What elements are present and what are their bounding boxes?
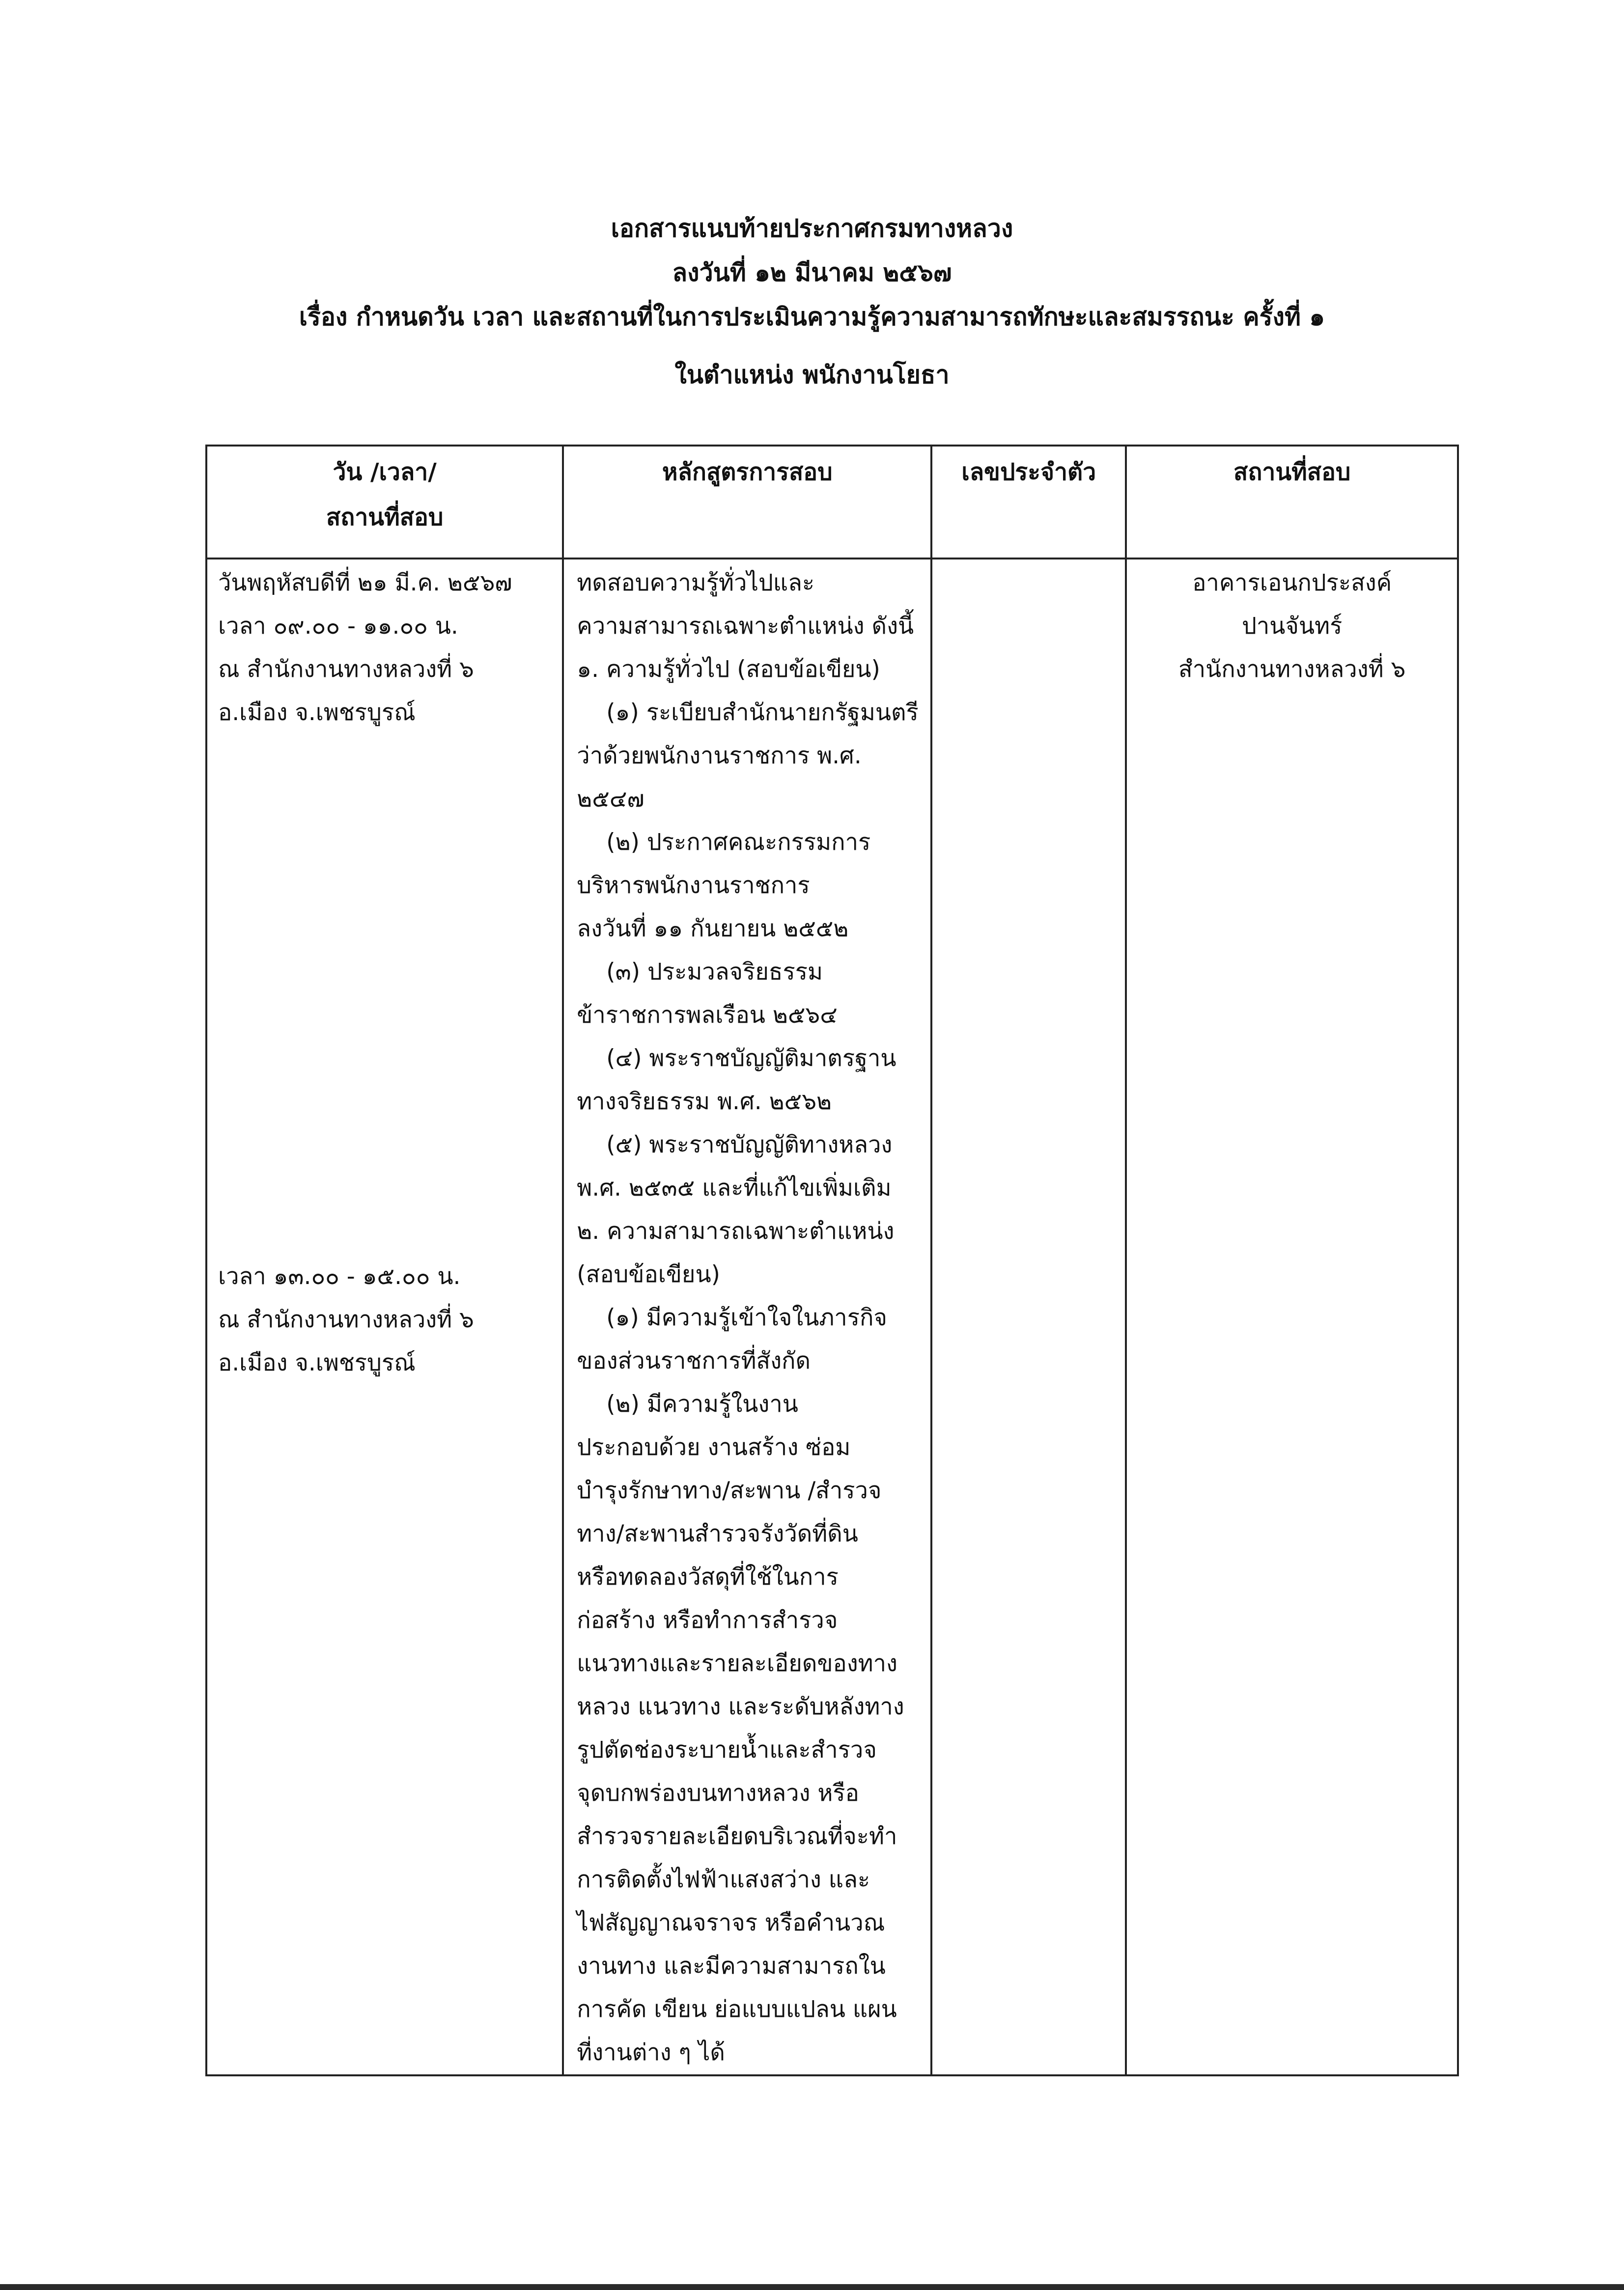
header-curriculum: หลักสูตรการสอบ [563,446,931,559]
curriculum-line: บำรุงรักษาทาง/สะพาน /สำรวจ [577,1477,882,1504]
curriculum-line: (๔) พระราชบัญญัติมาตรฐาน [606,1045,896,1072]
curriculum-line: บริหารพนักงานราชการ [577,872,810,899]
curriculum-line: การคัด เขียน ย่อแบบแปลน แผน [577,1996,897,2023]
schedule-line: เวลา ๑๓.๐๐ - ๑๕.๐๐ น. [218,1263,461,1290]
exam-schedule-table [205,445,1459,2076]
id-number-cell [931,559,1126,2075]
curriculum-line: จุดบกพร่องบนทางหลวง หรือ [577,1780,859,1807]
table-row [206,559,1458,2075]
curriculum-line: หรือทดลองวัสดุที่ใช้ในการ [577,1564,839,1591]
header-date-time-venue [206,446,563,559]
curriculum-line: ๑. ความรู้ทั่วไป (สอบข้อเขียน) [577,656,880,683]
curriculum-list [564,559,930,2074]
curriculum-line: (๕) พระราชบัญญัติทางหลวง [606,1131,893,1158]
scan-bottom-edge [0,2284,1624,2290]
header-date-time-label: วัน /เวลา/ [333,458,437,486]
curriculum-line: ความสามารถเฉพาะตำแหน่ง ดังนี้ [577,613,914,640]
curriculum-line: สำรวจรายละเอียดบริเวณที่จะทำ [577,1823,897,1850]
schedule-line: ณ สำนักงานทางหลวงที่ ๖ [218,1306,474,1333]
schedule-line: วันพฤหัสบดีที่ ๒๑ มี.ค. ๒๕๖๗ [218,569,512,596]
curriculum-line: แนวทางและรายละเอียดของทาง [577,1650,897,1677]
venue-line: ปานจันทร์ [1242,613,1343,640]
curriculum-line: (๒) ประกาศคณะกรรมการ [606,829,871,856]
curriculum-line: ประกอบด้วย งานสร้าง ซ่อม [577,1434,851,1461]
curriculum-line: (๒) มีความรู้ในงาน [606,1391,798,1418]
schedule-morning [207,559,562,734]
curriculum-line: ทาง/สะพานสำรวจรังวัดที่ดิน [577,1520,858,1547]
curriculum-line: พ.ศ. ๒๕๓๕ และที่แก้ไขเพิ่มเติม [577,1174,892,1201]
schedule-line: เวลา ๐๙.๐๐ - ๑๑.๐๐ น. [218,613,458,640]
header-position: ในตำแหน่ง พนักงานโยธา [674,361,950,389]
curriculum-line: (สอบข้อเขียน) [577,1261,720,1288]
schedule-afternoon [207,1253,562,1385]
curriculum-line: ข้าราชการพลเรือน ๒๕๖๔ [577,1002,838,1029]
schedule-line: อ.เมือง จ.เพชรบูรณ์ [218,699,416,726]
curriculum-line: (๑) ระเบียบสำนักนายกรัฐมนตรี [606,699,919,726]
table-header-row [206,446,1458,559]
venue-line: อาคารเอนกประสงค์ [1192,569,1392,596]
curriculum-line: ทางจริยธรรม พ.ศ. ๒๕๖๒ [577,1088,832,1115]
curriculum-cell [563,559,931,2075]
header-venue-label: สถานที่สอบ [326,503,444,531]
header-exam-venue: สถานที่สอบ [1126,446,1458,559]
curriculum-line: ของส่วนราชการที่สังกัด [577,1347,811,1374]
curriculum-line: งานทาง และมีความสามารถใน [577,1953,886,1980]
curriculum-line: ๒. ความสามารถเฉพาะตำแหน่ง [577,1218,895,1245]
curriculum-line: ก่อสร้าง หรือทำการสำรวจ [577,1607,838,1634]
curriculum-line: การติดตั้งไฟฟ้าแสงสว่าง และ [577,1866,870,1893]
schedule-line: ณ สำนักงานทางหลวงที่ ๖ [218,656,474,683]
schedule-cell [206,559,563,2075]
schedule-line: อ.เมือง จ.เพชรบูรณ์ [218,1349,416,1376]
curriculum-line: ที่งานต่าง ๆ ได้ [577,2039,725,2066]
header-subject: เรื่อง กำหนดวัน เวลา และสถานที่ในการประเมินความรู้ความสามารถทักษะและสมรรถนะ ครั้งที่ ๑ [299,303,1325,331]
curriculum-line: ว่าด้วยพนักงานราชการ พ.ศ. [577,742,862,769]
header-title: เอกสารแนบท้ายประกาศกรมทางหลวง [611,214,1013,243]
curriculum-line: ทดสอบความรู้ทั่วไปและ [577,569,815,596]
curriculum-line: ๒๕๔๗ [577,785,644,812]
curriculum-line: รูปตัดช่องระบายน้ำและสำรวจ [577,1736,877,1763]
venue-list [1127,559,1457,691]
header-date: ลงวันที่ ๑๒ มีนาคม ๒๕๖๗ [672,258,952,287]
curriculum-line: (๑) มีความรู้เข้าใจในภารกิจ [606,1304,887,1331]
venue-line: สำนักงานทางหลวงที่ ๖ [1178,656,1406,683]
venue-cell [1126,559,1458,2075]
curriculum-line: ลงวันที่ ๑๑ กันยายน ๒๕๕๒ [577,915,849,942]
curriculum-line: (๓) ประมวลจริยธรรม [606,958,823,985]
curriculum-line: หลวง แนวทาง และระดับหลังทาง [577,1693,904,1720]
header-id-number: เลขประจำตัว [931,446,1126,559]
curriculum-line: ไฟสัญญาณจราจร หรือคำนวณ [577,1909,885,1936]
document-header [0,206,1624,397]
